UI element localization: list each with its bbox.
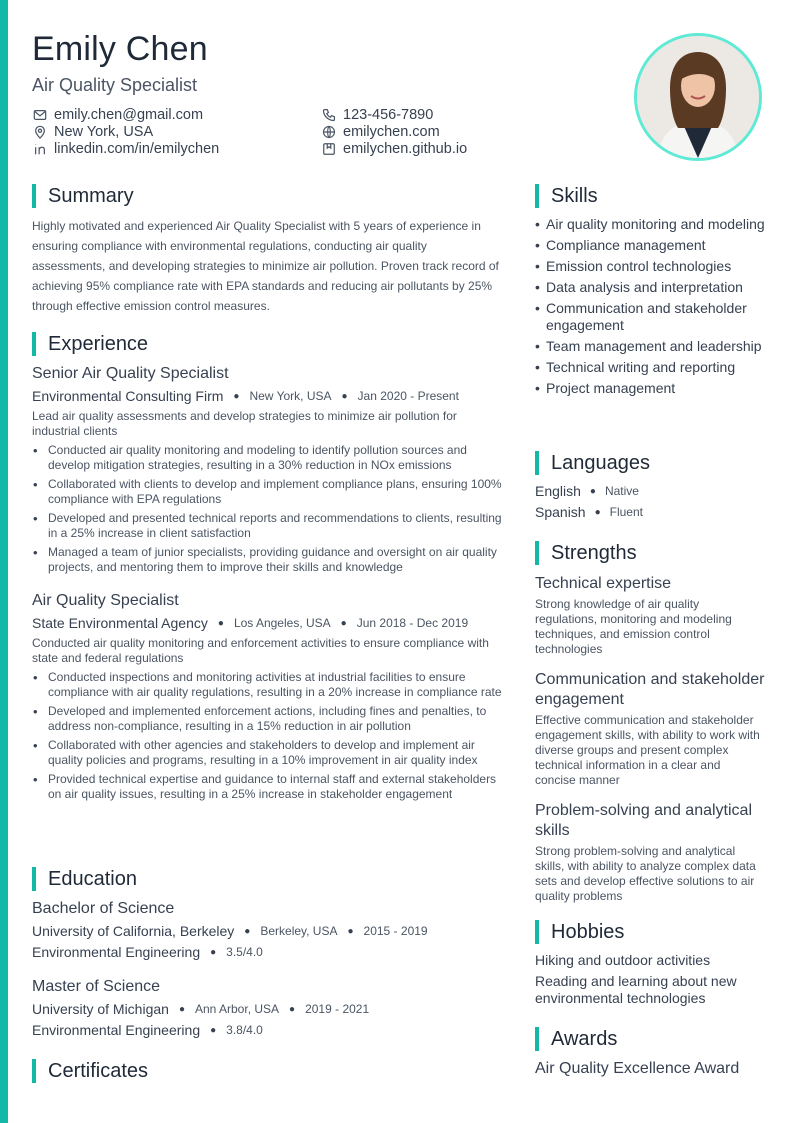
separator-dot: ● xyxy=(210,946,217,958)
separator-dot: ● xyxy=(210,1024,217,1036)
location-pin-icon xyxy=(32,124,48,140)
candidate-title: Air Quality Specialist xyxy=(32,75,198,95)
awards-heading xyxy=(535,1027,617,1051)
education-heading-text: Education xyxy=(48,867,137,890)
section-accent-bar xyxy=(32,867,36,891)
summary-text: Highly motivated and experienced Air Quality Specialist with 5 years of experience in ensuring compliance with environmental regulations, conducting air quality assessments, and developing strategies to minimize air pollution. Proven track record of achieving 95% compliance rate with EPA standards and reducing air pollutants by 25% through effective emission control measures. xyxy=(32,219,499,313)
job-meta xyxy=(32,615,468,631)
strengths-heading xyxy=(535,541,637,565)
gpa: 3.5/4.0 xyxy=(226,945,263,959)
separator-dot: ● xyxy=(233,390,240,402)
strength-description: Strong problem-solving and analytical skills, with ability to analyze complex data sets and develop effective solutions to air quality problems xyxy=(535,844,756,903)
job-location: New York, USA xyxy=(249,389,332,403)
language-level: Native xyxy=(604,484,639,498)
language-item xyxy=(535,504,643,520)
summary-heading xyxy=(32,184,134,208)
bookmark-icon xyxy=(321,141,337,157)
skill-item: • Compliance management xyxy=(535,237,765,254)
education-heading xyxy=(32,867,137,891)
job-location: Los Angeles, USA xyxy=(233,616,331,630)
contact-website[interactable] xyxy=(321,124,440,140)
education-meta xyxy=(32,923,428,939)
accent-bar xyxy=(0,0,8,1123)
education-dates: 2019 - 2021 xyxy=(305,1002,370,1016)
job-bullets xyxy=(32,443,512,579)
award-item: Air Quality Excellence Award xyxy=(535,1060,740,1077)
job-bullet: • Managed a team of junior specialists, providing guidance and oversight on air quality projects, and mentoring them to improve their skills and knowledge xyxy=(32,545,512,575)
separator-dot: ● xyxy=(244,925,251,937)
skill-item: • Data analysis and interpretation xyxy=(535,279,765,296)
strength-title: Communication and stakeholder engagement xyxy=(535,671,765,708)
skill-item: • Technical writing and reporting xyxy=(535,359,765,376)
job-dates: Jun 2018 - Dec 2019 xyxy=(356,616,469,630)
hobby-item: Reading and learning about new environmental technologies xyxy=(535,973,737,1006)
section-accent-bar xyxy=(535,451,539,475)
separator-dot: ● xyxy=(217,617,224,629)
field-of-study: Environmental Engineering xyxy=(32,944,201,960)
awards-heading-text: Awards xyxy=(551,1027,618,1050)
summary-heading-text: Summary xyxy=(48,184,134,207)
school-name: University of California, Berkeley xyxy=(32,923,235,939)
separator-dot: ● xyxy=(178,1003,185,1015)
separator-dot: ● xyxy=(589,485,596,497)
education-field xyxy=(32,944,263,960)
job-company: Environmental Consulting Firm xyxy=(32,388,224,404)
school-name: University of Michigan xyxy=(32,1001,169,1017)
section-accent-bar xyxy=(535,920,539,944)
skills-heading xyxy=(535,184,598,208)
skill-item: • Emission control technologies xyxy=(535,258,765,275)
profile-photo xyxy=(634,33,762,161)
job-description: Lead air quality assessments and develop strategies to minimize air pollution for industrial clients xyxy=(32,409,457,438)
field-of-study: Environmental Engineering xyxy=(32,1022,201,1038)
section-accent-bar xyxy=(32,184,36,208)
experience-heading-text: Experience xyxy=(48,332,149,355)
education-dates: 2015 - 2019 xyxy=(363,924,428,938)
job-company: State Environmental Agency xyxy=(32,615,208,631)
certificates-heading-text: Certificates xyxy=(48,1059,149,1082)
separator-dot: ● xyxy=(347,925,354,937)
strength-title: Technical expertise xyxy=(535,575,672,592)
contact-email-text: emily.chen@gmail.com xyxy=(54,107,204,123)
education-meta xyxy=(32,1001,369,1017)
strengths-heading-text: Strengths xyxy=(551,541,637,564)
strength-description: Strong knowledge of air quality regulations, monitoring and modeling techniques, and emission control technologies xyxy=(535,597,732,656)
skill-item: • Project management xyxy=(535,380,765,397)
section-accent-bar xyxy=(535,541,539,565)
job-bullet: • Conducted inspections and monitoring activities at industrial facilities to ensure compliance with air quality regulations, resulting in a 20% increase in compliance rate xyxy=(32,670,512,700)
languages-heading xyxy=(535,451,650,475)
experience-heading xyxy=(32,332,148,356)
job-bullets xyxy=(32,670,512,806)
section-accent-bar xyxy=(535,184,539,208)
job-bullet: • Provided technical expertise and guidance to internal staff and external stakeholders on air quality issues, resulting in a 25% increase in stakeholder engagement xyxy=(32,772,512,802)
language-item xyxy=(535,483,639,499)
skills-heading-text: Skills xyxy=(551,184,598,207)
job-description: Conducted air quality monitoring and enforcement activities to ensure compliance with state and federal regulations xyxy=(32,636,489,665)
phone-icon xyxy=(321,107,337,123)
language-level: Fluent xyxy=(609,505,643,519)
separator-dot: ● xyxy=(341,390,348,402)
job-bullet: • Developed and implemented enforcement actions, including fines and penalties, to address non-compliance, resulting in a 15% reduction in air pollution xyxy=(32,704,512,734)
skill-item: • Air quality monitoring and modeling xyxy=(535,216,765,233)
section-accent-bar xyxy=(32,1059,36,1083)
language-name: Spanish xyxy=(535,504,586,520)
degree-title: Bachelor of Science xyxy=(32,900,175,917)
mail-icon xyxy=(32,107,48,123)
degree-title: Master of Science xyxy=(32,978,161,995)
skill-item: • Communication and stakeholder engagement xyxy=(535,300,765,334)
school-location: Berkeley, USA xyxy=(260,924,338,938)
job-bullet: • Collaborated with clients to develop and implement compliance plans, ensuring 100% compliance with EPA regulations xyxy=(32,477,512,507)
contact-email[interactable] xyxy=(32,107,203,123)
job-bullet: • Collaborated with other agencies and stakeholders to develop and implement air quality policies and programs, resulting in a 10% improvement in air quality index xyxy=(32,738,512,768)
contact-location-text: New York, USA xyxy=(54,124,154,140)
job-dates: Jan 2020 - Present xyxy=(357,389,459,403)
gpa: 3.8/4.0 xyxy=(226,1023,263,1037)
separator-dot: ● xyxy=(289,1003,296,1015)
skills-list xyxy=(535,216,765,401)
contact-github[interactable] xyxy=(321,141,467,157)
contact-phone-text: 123-456-7890 xyxy=(343,107,434,123)
hobbies-heading xyxy=(535,920,624,944)
strength-title: Problem-solving and analytical skills xyxy=(535,802,752,839)
section-accent-bar xyxy=(32,332,36,356)
strength-description: Effective communication and stakeholder engagement skills, with ability to work with diverse groups and present complex technical information in a clear and concise manner xyxy=(535,713,760,787)
contact-website-text: emilychen.com xyxy=(343,124,440,140)
language-name: English xyxy=(535,483,581,499)
linkedin-icon xyxy=(32,141,48,157)
hobby-item: Hiking and outdoor activities xyxy=(535,952,711,968)
candidate-name: Emily Chen xyxy=(32,30,208,68)
job-bullet: • Developed and presented technical reports and recommendations to clients, resulting in a 25% increase in client satisfaction xyxy=(32,511,512,541)
school-location: Ann Arbor, USA xyxy=(194,1002,280,1016)
job-meta xyxy=(32,388,459,404)
contact-linkedin[interactable] xyxy=(32,141,219,157)
job-title: Air Quality Specialist xyxy=(32,592,179,609)
job-title: Senior Air Quality Specialist xyxy=(32,365,229,382)
contact-github-text: emilychen.github.io xyxy=(343,141,468,157)
skill-item: • Team management and leadership xyxy=(535,338,765,355)
certificates-heading xyxy=(32,1059,148,1083)
languages-heading-text: Languages xyxy=(551,451,650,474)
separator-dot: ● xyxy=(594,506,601,518)
separator-dot: ● xyxy=(340,617,347,629)
contact-linkedin-text: linkedin.com/in/emilychen xyxy=(54,141,220,157)
section-accent-bar xyxy=(535,1027,539,1051)
hobbies-heading-text: Hobbies xyxy=(551,920,625,943)
contact-location xyxy=(32,124,153,140)
job-bullet: • Conducted air quality monitoring and modeling to identify pollution sources and develop mitigation strategies, resulting in a 30% reduction in NOx emissions xyxy=(32,443,512,473)
contact-phone[interactable] xyxy=(321,107,433,123)
education-field xyxy=(32,1022,263,1038)
globe-icon xyxy=(321,124,337,140)
